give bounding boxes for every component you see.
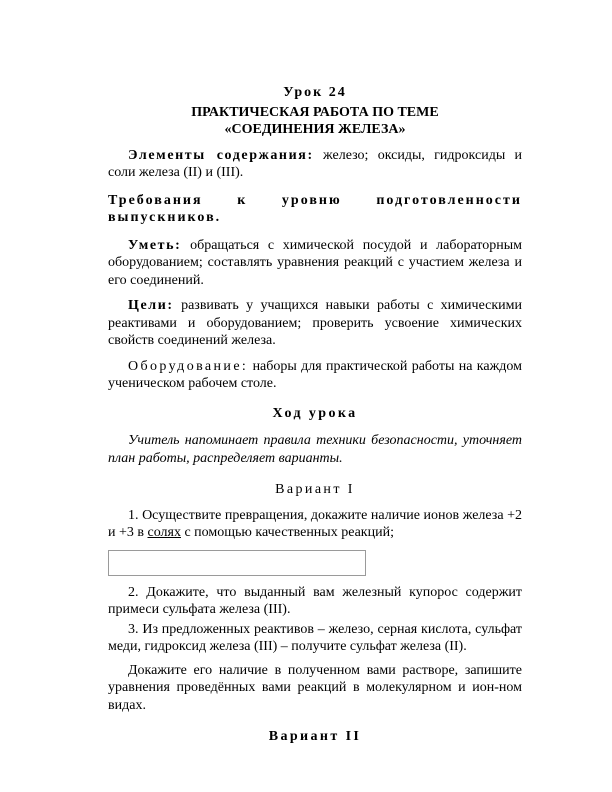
goals-paragraph (108, 297, 522, 350)
variant-2-heading: Вариант II (268, 729, 362, 744)
equipment-label: Оборудование: (128, 358, 249, 374)
goals-label: Цели: (128, 298, 174, 313)
requirements-word-4: подготовленности (376, 192, 522, 208)
requirements-word-3: уровню (281, 192, 342, 208)
content-elements-text: железо; оксиды, гидроксиды и соли железа (II) и (III). (108, 147, 523, 180)
document-content (108, 84, 522, 754)
content-elements-label: Элементы содержания: (128, 147, 314, 163)
variant-1-task-3: 3. Из предложенных реактивов – железо, серная кислота, сульфат меди, гидроксид железа (III) – получите сульфат железа (II). (108, 621, 522, 654)
variant-1-task-2: 2. Докажите, что выданный вам железный купорос содержит примеси сульфата железа (III). (108, 584, 522, 617)
task-1-underlined-word: солях (147, 525, 181, 540)
equipment-text: наборы для практической работы на каждом ученическом рабочем столе. (108, 358, 522, 391)
lesson-number: Урок 24 (283, 85, 347, 100)
goals-text: развивать у учащихся навыки работы с химическими реактивами и оборудованием; проверить усвоение химических свойств соединений железа. (108, 298, 522, 348)
variant-1-task-3-followup: Докажите его наличие в полученном вами растворе, запишите уравнения проведённых вами реакций в молекулярном и ион-ном видах. (108, 662, 522, 713)
skills-text: обращаться с химической посудой и лабораторным оборудованием; составлять уравнения реакций с участием железа и его соединений. (108, 237, 522, 288)
lesson-flow-heading: Ход урока (272, 405, 358, 421)
equipment-paragraph (108, 358, 522, 393)
topic-title: «СОЕДИНЕНИЯ ЖЕЛЕЗА» (224, 122, 406, 137)
requirements-line2: выпускников. (108, 210, 222, 225)
task-1-text-start: 1. Осуществите превращения, докажите наличие ионов железа +2 и +3 в (108, 507, 522, 540)
variant-1-heading: Вариант I (275, 482, 355, 497)
requirements-line1 (108, 192, 522, 210)
teacher-note: Учитель напоминает правила техники безопасности, уточняет план работы, распределяет варианты. (108, 433, 522, 466)
task-1-text-end: с помощью качественных реакций; (180, 525, 394, 540)
transformation-scheme-box (108, 550, 366, 576)
skills-label: Уметь: (128, 237, 182, 253)
requirements-heading (108, 192, 522, 227)
content-elements-paragraph (108, 147, 522, 182)
skills-paragraph (108, 237, 522, 290)
requirements-word-2: к (237, 192, 248, 208)
variant-1-task-1 (108, 507, 522, 542)
requirements-word-1: Требования (108, 192, 203, 208)
practical-work-title: ПРАКТИЧЕСКАЯ РАБОТА ПО ТЕМЕ (191, 104, 439, 120)
